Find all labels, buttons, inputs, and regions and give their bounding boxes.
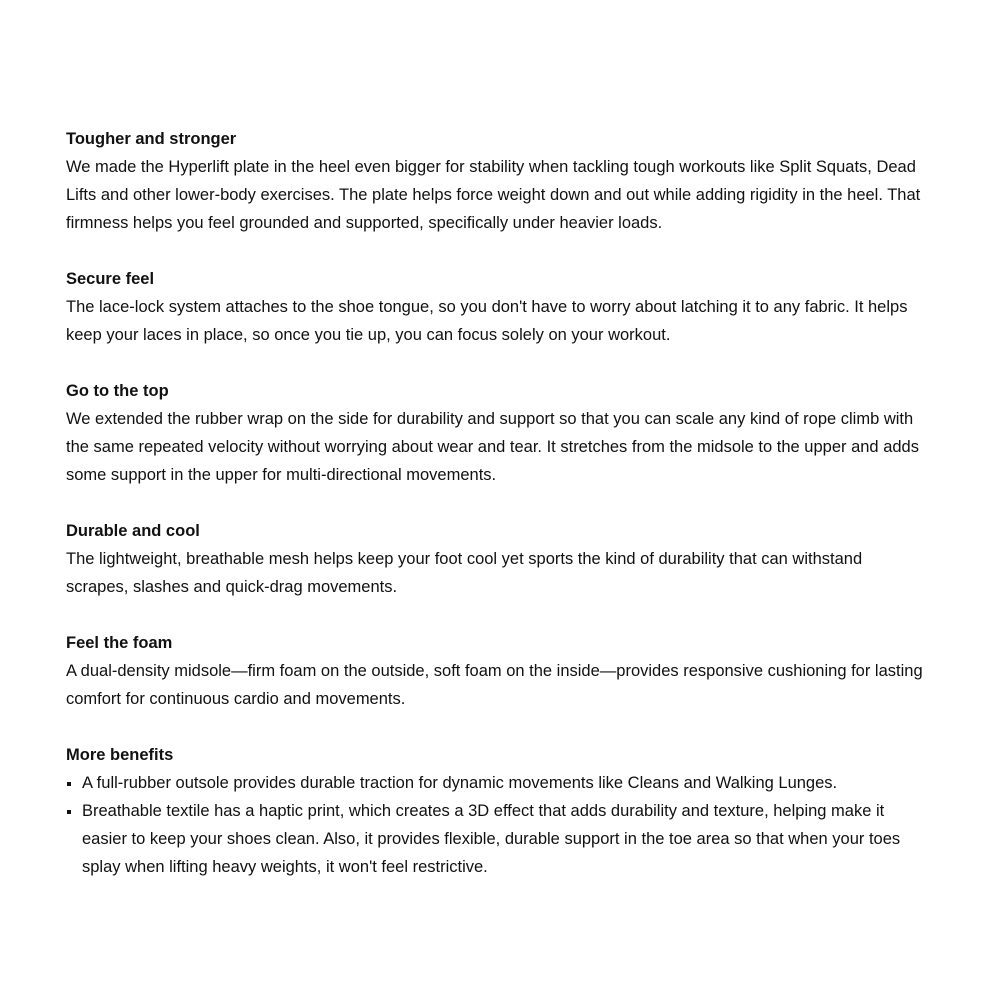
feature-heading: Go to the top [66, 382, 169, 400]
feature-body: We extended the rubber wrap on the side for durability and support so that you can scale any kind of rope climb with the same repeated velocity without worrying about wear and tear. It stretches from the midsole to the upper and adds some support in the upper for multi-directional movements. [66, 410, 919, 484]
feature-body: A dual-density midsole—firm foam on the outside, soft foam on the inside—provides responsive cushioning for lasting comfort for continuous cardio and movements. [66, 662, 923, 708]
feature-section [66, 517, 926, 601]
feature-section [66, 377, 926, 489]
square-bullet-icon [67, 810, 71, 814]
benefit-text: A full-rubber outsole provides durable traction for dynamic movements like Cleans and Walking Lunges. [82, 774, 838, 792]
more-benefits-section [66, 741, 926, 881]
benefit-text: Breathable textile has a haptic print, which creates a 3D effect that adds durability and texture, helping make it easier to keep your shoes clean. Also, it provides flexible, durable support in the toe area so that when your toes splay when lifting heavy weights, it won't feel restrictive. [82, 802, 901, 876]
feature-section [66, 125, 926, 237]
feature-body: The lace-lock system attaches to the shoe tongue, so you don't have to worry about latching it to any fabric. It helps keep your laces in place, so once you tie up, you can focus solely on your workout. [66, 298, 908, 344]
product-description [66, 125, 926, 909]
feature-heading: Durable and cool [66, 522, 200, 540]
feature-heading: Tougher and stronger [66, 130, 237, 148]
feature-heading: Feel the foam [66, 634, 173, 652]
feature-heading: Secure feel [66, 270, 155, 288]
benefit-list-item [66, 797, 926, 881]
feature-section [66, 265, 926, 349]
feature-body: The lightweight, breathable mesh helps keep your foot cool yet sports the kind of durability that can withstand scrapes, slashes and quick-drag movements. [66, 550, 863, 596]
feature-body: We made the Hyperlift plate in the heel even bigger for stability when tackling tough workouts like Split Squats, Dead Lifts and other lower-body exercises. The plate helps force weight down and out while adding rigidity in the heel. That firmness helps you feel grounded and supported, specifically under heavier loads. [66, 158, 921, 232]
square-bullet-icon [67, 782, 71, 786]
benefit-list-item [66, 769, 926, 797]
more-benefits-heading: More benefits [66, 746, 174, 764]
benefits-list [66, 769, 926, 881]
feature-section [66, 629, 926, 713]
